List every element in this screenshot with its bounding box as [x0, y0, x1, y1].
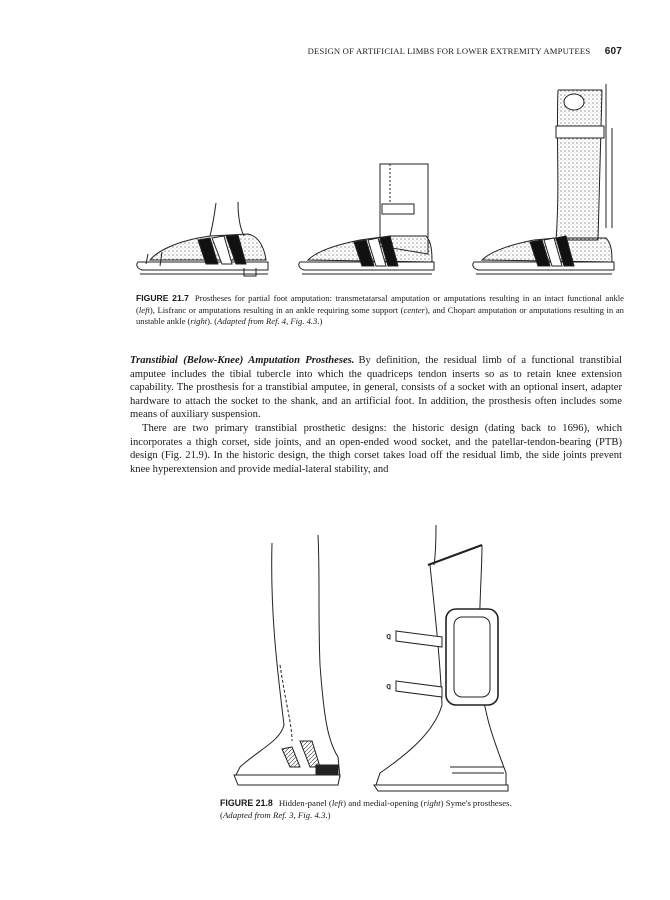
page-number: 607 [604, 46, 622, 57]
caption-text: Prostheses for partial foot amputation: transmetatarsal amputation or amputations resulting in an intact functional ankle ( [136, 293, 624, 315]
caption-text: ) [327, 810, 331, 820]
caption-text: ) and medial-opening ( [343, 798, 424, 808]
partial-foot-prosthesis-center [299, 164, 434, 274]
paragraph-text: By definition, the residual limb of a functional transtibial amputee includes the tibial tubercle into which the quadriceps tendon inserts so as to retain knee extension capability. The prosthesis for a transtibial amputee, in general, consists of a socket with an optional insert, adapter hardware to attach the socket to the shank, and an artificial foot. In addition, the prosthesis often includes some means of auxiliary suspension. [130, 355, 623, 421]
figure-21-8-caption [220, 797, 520, 821]
syme-prosthesis-medial-opening [374, 525, 508, 791]
figure-21-7-caption [136, 293, 624, 328]
figure-21-7-label: FIGURE 21.7 [136, 293, 189, 303]
partial-foot-prosthesis-left [137, 202, 268, 276]
caption-italic: left [331, 798, 344, 808]
running-title: DESIGN OF ARTIFICIAL LIMBS FOR LOWER EXTREMITY AMPUTEES [307, 46, 591, 56]
caption-text: ), and Chopart amputation or amputations resulting in an unstable ankle ( [136, 304, 624, 327]
caption-italic: center [403, 304, 426, 315]
caption-source: Adapted from Ref. 3, Fig. 4.3. [222, 810, 328, 820]
paragraph [130, 354, 622, 422]
figure-21-7-illustration [128, 78, 628, 290]
partial-foot-prosthesis-right [473, 84, 614, 274]
caption-italic: left [138, 304, 150, 315]
caption-italic: right [190, 316, 208, 327]
section-heading: Transtibial (Below-Knee) Amputation Prostheses. [130, 355, 355, 366]
running-header [308, 46, 622, 57]
caption-text: ) [319, 316, 323, 327]
caption-text: ) Syme's prostheses. ( [220, 798, 512, 820]
caption-text: ). ( [207, 316, 218, 327]
caption-text: Hidden-panel ( [278, 798, 332, 808]
figure-21-8-illustration [220, 505, 540, 795]
caption-source: Adapted from Ref. 4, Fig. 4.3. [217, 316, 320, 327]
paragraph: There are two primary transtibial prosthetic designs: the historic design (dating back to 1696), which incorporates a thigh corset, side joints, and an open-ended wood socket, and the patellar-tendon-bearing (PTB) design (Fig. 21.9). In the historic design, the thigh corset takes load off the residual limb, the side joints prevent knee hyperextension and provide medial-lateral stability, and [130, 422, 622, 475]
figure-21-8-label: FIGURE 21.8 [220, 798, 273, 808]
caption-text: ), Lisfranc or amputations resulting in an ankle requiring some support ( [149, 304, 404, 315]
caption-italic: right [423, 798, 441, 808]
body-text [130, 354, 622, 476]
syme-prosthesis-hidden-panel [234, 535, 340, 785]
